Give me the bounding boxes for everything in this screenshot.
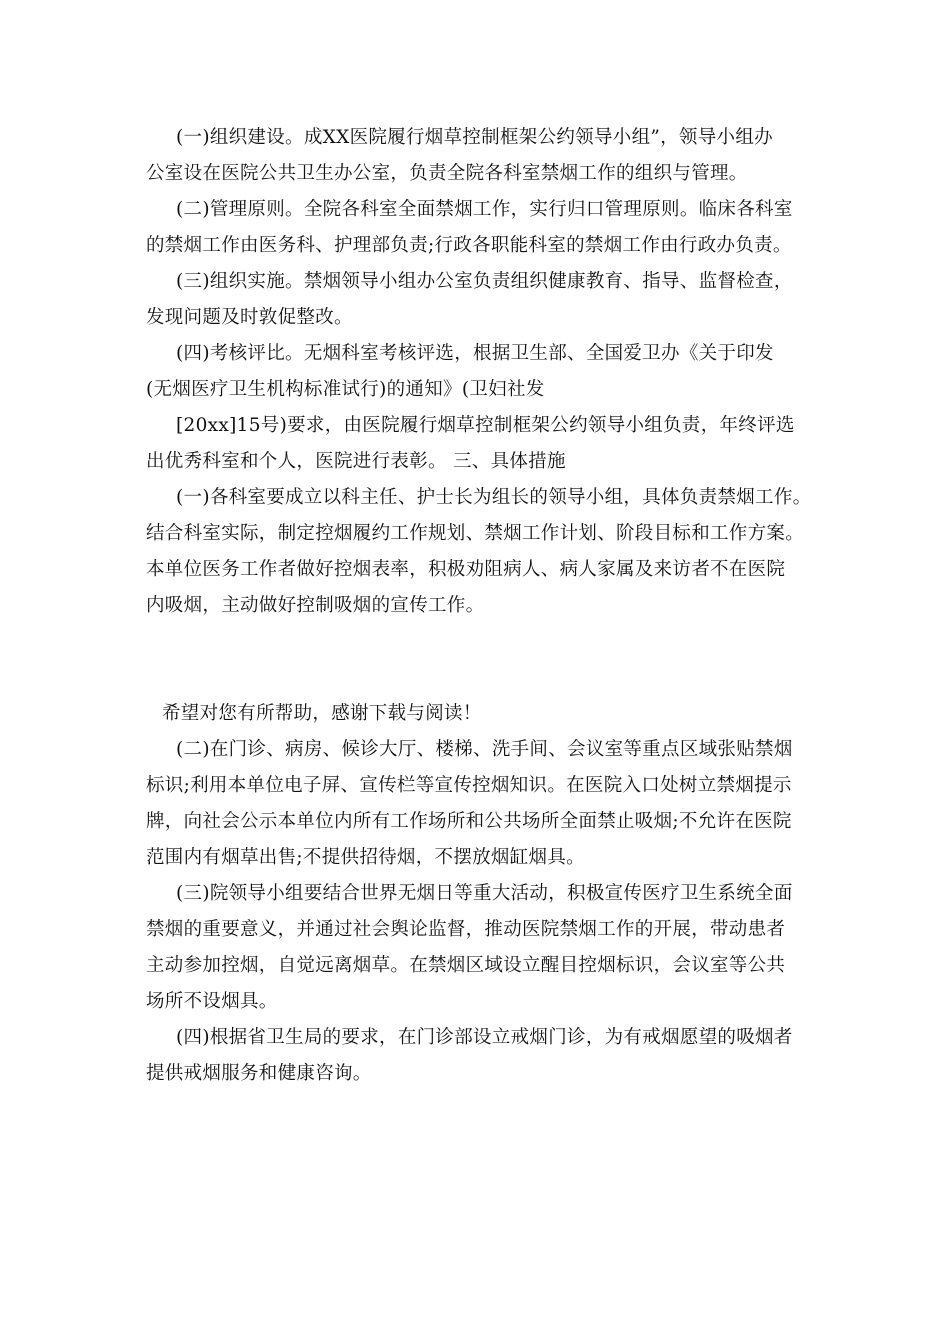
paragraph-line: 提供戒烟服务和健康咨询。 — [146, 1063, 372, 1084]
paragraph-line: 的禁烟工作由医务科、护理部负责;行政各职能科室的禁烟工作由行政办负责。 — [146, 235, 792, 256]
paragraph-line: (三)院领导小组要结合世界无烟日等重大活动，积极宣传医疗卫生系统全面 — [176, 883, 793, 904]
closing-note: 希望对您有所帮助，感谢下载与阅读！ — [162, 703, 482, 724]
paragraph-line: 本单位医务工作者做好控烟表率，积极劝阻病人、病人家属及来访者不在医院 — [146, 559, 786, 580]
paragraph-line: 牌，向社会公示本单位内所有工作场所和公共场所全面禁止吸烟;不允许在医院 — [146, 811, 792, 832]
paragraph-line: 发现问题及时敦促整改。 — [146, 307, 353, 328]
paragraph-line: (三)组织实施。禁烟领导小组办公室负责组织健康教育、指导、监督检查， — [176, 271, 793, 292]
paragraph-line: (一)组织建设。成XX医院履行烟草控制框架公约领导小组”，领导小组办 — [176, 127, 773, 148]
paragraph-line: 公室设在医院公共卫生办公室，负责全院各科室禁烟工作的组织与管理。 — [146, 163, 748, 184]
paragraph-line: 内吸烟，主动做好控制吸烟的宣传工作。 — [146, 595, 485, 616]
paragraph-line: (四)根据省卫生局的要求，在门诊部设立戒烟门诊，为有戒烟愿望的吸烟者 — [176, 1027, 793, 1048]
paragraph-line: (四)考核评比。无烟科室考核评选，根据卫生部、全国爱卫办《关于印发 — [176, 343, 774, 364]
paragraph-line: 出优秀科室和个人，医院进行表彰。 三、具体措施 — [146, 451, 566, 472]
paragraph-line: 结合科室实际，制定控烟履约工作规划、禁烟工作计划、阶段目标和工作方案。 — [146, 523, 805, 544]
paragraph-line: [20xx]15号)要求，由医院履行烟草控制框架公约领导小组负责，年终评选 — [176, 415, 795, 436]
paragraph-line: 范围内有烟草出售;不提供招待烟，不摆放烟缸烟具。 — [146, 847, 585, 868]
paragraph-line: 主动参加控烟，自觉远离烟草。在禁烟区域设立醒目控烟标识，会议室等公共 — [146, 955, 786, 976]
paragraph-line: 禁烟的重要意义，并通过社会舆论监督，推动医院禁烟工作的开展，带动患者 — [146, 919, 786, 940]
paragraph-line: 场所不设烟具。 — [146, 991, 278, 1012]
paragraph-line: (一)各科室要成立以科主任、护士长为组长的领导小组，具体负责禁烟工作。 — [176, 487, 812, 508]
paragraph-line: 标识;利用本单位电子屏、宣传栏等宣传控烟知识。在医院入口处树立禁烟提示 — [146, 775, 792, 796]
paragraph-line: (无烟医疗卫生机构标准试行)的通知》(卫妇社发 — [146, 379, 545, 400]
paragraph-line: (二)管理原则。全院各科室全面禁烟工作，实行归口管理原则。临床各科室 — [176, 199, 793, 220]
paragraph-line: (二)在门诊、病房、候诊大厅、楼梯、洗手间、会议室等重点区域张贴禁烟 — [176, 739, 793, 760]
